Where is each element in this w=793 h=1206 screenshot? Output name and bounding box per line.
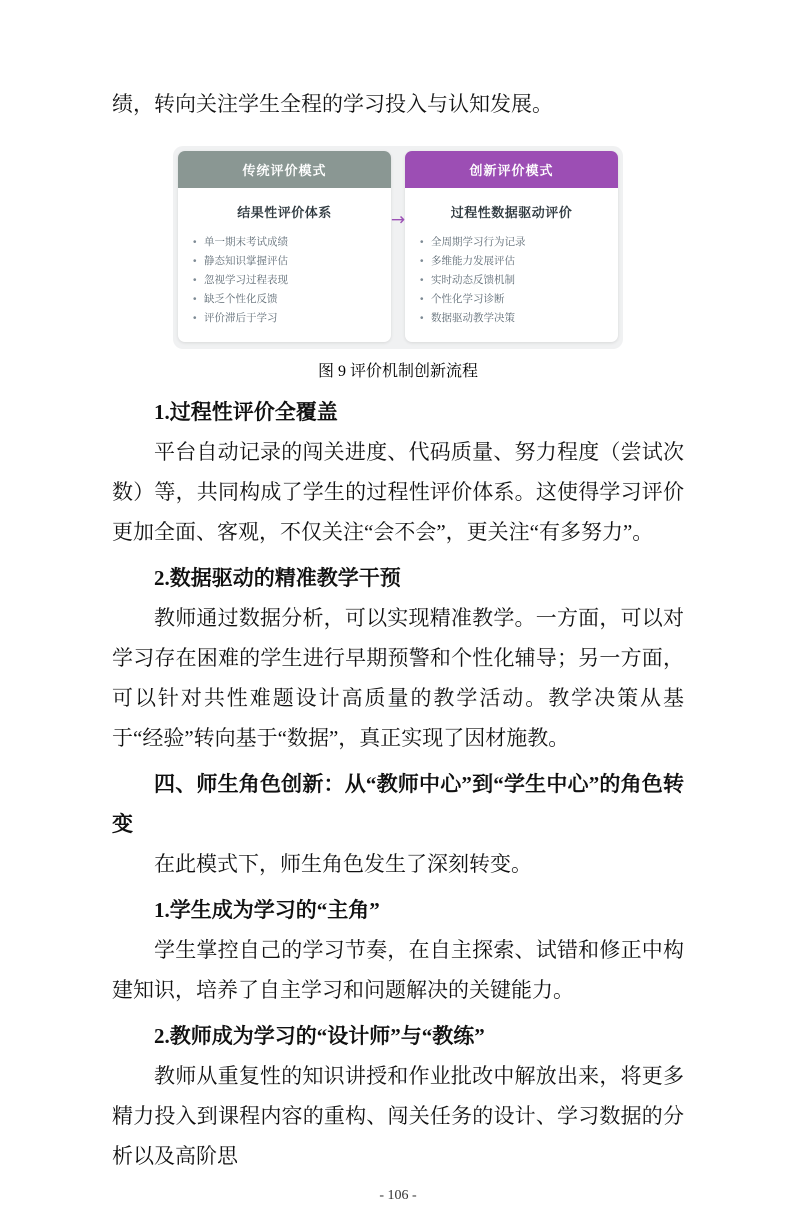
bullet-item: • 实时动态反馈机制 bbox=[431, 271, 610, 290]
section-heading-data-driven-teaching: 2.数据驱动的精准教学干预 bbox=[154, 566, 401, 590]
arrow-right-icon: → bbox=[390, 210, 406, 230]
body-paragraph: 在此模式下，师生角色发生了深刻转变。 bbox=[154, 852, 532, 876]
bullet-item: • 单一期末考试成绩 bbox=[204, 233, 383, 252]
section-heading-student-protagonist: 1.学生成为学习的“主角” bbox=[154, 898, 380, 922]
figure-evaluation-models bbox=[173, 146, 623, 386]
body-paragraph: 教师通过数据分析，可以实现精准教学。一方面，可以对学习存在困难的学生进行早期预警和个性化辅导；另一方面，可以针对共性难题设计高质量的教学活动。教学决策从基于“经验”转向基于“数据”，真正实现了因材施教。 bbox=[112, 606, 684, 750]
bullet-item: • 数据驱动教学决策 bbox=[431, 309, 610, 328]
model-header-traditional: 传统评价模式 bbox=[178, 151, 391, 188]
intro-paragraph: 绩，转向关注学生全程的学习投入与认知发展。 bbox=[112, 92, 553, 116]
bullet-item: • 全周期学习行为记录 bbox=[431, 233, 610, 252]
model-bullets-traditional bbox=[178, 233, 391, 328]
section-heading-role-innovation: 四、师生角色创新：从“教师中心”到“学生中心”的角色转变 bbox=[112, 772, 684, 836]
model-bullets-innovative bbox=[405, 233, 618, 328]
bullet-item: • 个性化学习诊断 bbox=[431, 290, 610, 309]
bullet-item: • 多维能力发展评估 bbox=[431, 252, 610, 271]
model-subtitle-innovative: 过程性数据驱动评价 bbox=[450, 205, 573, 220]
bullet-item: • 忽视学习过程表现 bbox=[204, 271, 383, 290]
figure-caption: 图 9 评价机制创新流程 bbox=[317, 363, 478, 380]
page-number: - 106 - bbox=[379, 1188, 417, 1203]
body-paragraph: 教师从重复性的知识讲授和作业批改中解放出来，将更多精力投入到课程内容的重构、闯关任务的设计、学习数据的分析以及高阶思 bbox=[112, 1064, 684, 1168]
section-heading-process-evaluation: 1.过程性评价全覆盖 bbox=[154, 400, 338, 424]
bullet-item: • 静态知识掌握评估 bbox=[204, 252, 383, 271]
body-paragraph: 平台自动记录的闯关进度、代码质量、努力程度（尝试次数）等，共同构成了学生的过程性评价体系。这使得学习评价更加全面、客观，不仅关注“会不会”，更关注“有多努力”。 bbox=[112, 440, 684, 544]
model-box-innovative bbox=[405, 151, 618, 342]
bullet-item: • 评价滞后于学习 bbox=[204, 309, 383, 328]
section-heading-teacher-designer-coach: 2.教师成为学习的“设计师”与“教练” bbox=[154, 1024, 485, 1048]
bullet-item: • 缺乏个性化反馈 bbox=[204, 290, 383, 309]
figure-card bbox=[173, 146, 623, 349]
model-box-traditional bbox=[178, 151, 391, 342]
model-header-innovative: 创新评价模式 bbox=[405, 151, 618, 188]
body-paragraph: 学生掌控自己的学习节奏，在自主探索、试错和修正中构建知识，培养了自主学习和问题解决的关键能力。 bbox=[112, 938, 684, 1002]
model-subtitle-traditional: 结果性评价体系 bbox=[237, 205, 332, 220]
